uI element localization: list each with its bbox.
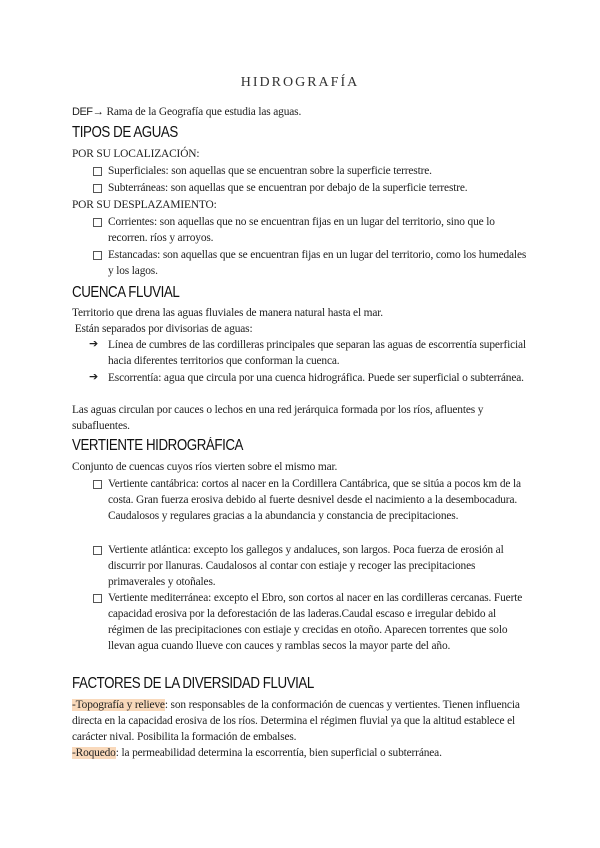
def-label: DEF bbox=[72, 106, 93, 118]
cuenca-cauces: Las aguas circulan por cauces o lechos en una red jerárquica formada por los ríos, afluentes y subafluentes. bbox=[72, 404, 484, 432]
factor-topografia bbox=[72, 697, 534, 745]
checkbox-subterraneas[interactable] bbox=[93, 184, 102, 193]
item-vertiente-atlantica: Vertiente atlántica: excepto los gallegos y andaluces, son largos. Poca fuerza de erosión al discurrir por llanuras. Caudalosos al contar con estiaje y recoger las precipitaciones primaverales y otoñales. bbox=[108, 544, 504, 588]
checkbox-vertiente-mediterranea[interactable] bbox=[93, 594, 102, 603]
highlight-roquedo: -Roquedo bbox=[72, 747, 116, 759]
heading-vertiente-hidrografica: VERTIENTE HIDROGRÁFICA bbox=[72, 437, 244, 454]
checkbox-corrientes[interactable] bbox=[93, 218, 102, 227]
label-por-localizacion: POR SU LOCALIZACIÓN: bbox=[72, 148, 200, 160]
item-vertiente-cantabrica: Vertiente cantábrica: cortos al nacer en la Cordillera Cantábrica, que se sitúa a pocos km de la costa. Gran fuerza erosiva debido al fuerte desnivel desde el nacimiento a la desembocadura. Caudalosos y regulares gracias a la abundancia y constancia de precipitaciones. bbox=[108, 478, 521, 522]
heading-tipos-de-aguas: TIPOS DE AGUAS bbox=[72, 124, 178, 141]
checkbox-superficiales[interactable] bbox=[93, 167, 102, 176]
item-estancadas: Estancadas: son aquellas que se encuentran fijas en un lugar del territorio, como los humedales y los lagos. bbox=[108, 249, 527, 277]
topografia-text: : son responsables de la conformación de cuencas y vertientes. Tienen influencia directa en la capacidad erosiva de los ríos. Determina el régimen fluvial ya que la altitud establece el carácter nival. Posibilita la formación de embalses. bbox=[72, 699, 520, 743]
page-title: HIDROGRAFÍA bbox=[240, 75, 360, 90]
item-escorrentia: Escorrentía: agua que circula por una cuenca hidrográfica. Puede ser superficial o subterránea. bbox=[108, 372, 524, 384]
label-por-desplazamiento: POR SU DESPLAZAMIENTO: bbox=[72, 199, 217, 211]
roquedo-text: : la permeabilidad determina la escorrentía, bien superficial o subterránea. bbox=[115, 747, 442, 759]
checkbox-vertiente-atlantica[interactable] bbox=[93, 546, 102, 555]
item-vertiente-mediterranea: Vertiente mediterránea: excepto el Ebro, son cortos al nacer en las cordilleras cercanas. Fuerte capacidad erosiva por la deforestación de las laderas.Caudal escaso e irregular debido al régimen de las precipitaciones con estiaje y crecidas en otoño. Aparecen torrentes que solo llevan agua cuando llueve con cauces y ramblas secos la mayor parte del año. bbox=[108, 592, 523, 652]
def-text: Rama de la Geografía que estudia las aguas. bbox=[103, 106, 302, 118]
cuenca-divisorias: Están separados por divisorias de aguas: bbox=[72, 323, 253, 335]
checkbox-vertiente-cantabrica[interactable] bbox=[93, 480, 102, 489]
item-superficiales: Superficiales: son aquellas que se encuentran sobre la superficie terrestre. bbox=[108, 165, 432, 177]
item-subterraneas: Subterráneas: son aquellas que se encuentran por debajo de la superficie terrestre. bbox=[108, 182, 468, 194]
arrow-right-icon: ➔ bbox=[89, 337, 99, 350]
item-corrientes: Corrientes: son aquellas que no se encuentran fijas en un lugar del territorio, sino que lo recorren. ríos y arroyos. bbox=[108, 216, 495, 244]
cuenca-definition: Territorio que drena las aguas fluviales de manera natural hasta el mar. bbox=[72, 307, 384, 319]
heading-cuenca-fluvial: CUENCA FLUVIAL bbox=[72, 284, 180, 301]
heading-factores-diversidad: FACTORES DE LA DIVERSIDAD FLUVIAL bbox=[72, 675, 314, 692]
factor-roquedo bbox=[72, 745, 542, 761]
arrow-right-icon: ➔ bbox=[89, 370, 99, 383]
def-arrow: → bbox=[92, 106, 104, 118]
item-linea-cumbres: Línea de cumbres de las cordilleras principales que separan las aguas de escorrentía superficial hacia diferentes territorios que conforman la cuenca. bbox=[108, 339, 526, 367]
vertiente-intro: Conjunto de cuencas cuyos ríos vierten sobre el mismo mar. bbox=[72, 461, 338, 473]
definition-line bbox=[72, 104, 542, 120]
highlight-topografia: -Topografía y relieve bbox=[72, 699, 165, 711]
checkbox-estancadas[interactable] bbox=[93, 251, 102, 260]
